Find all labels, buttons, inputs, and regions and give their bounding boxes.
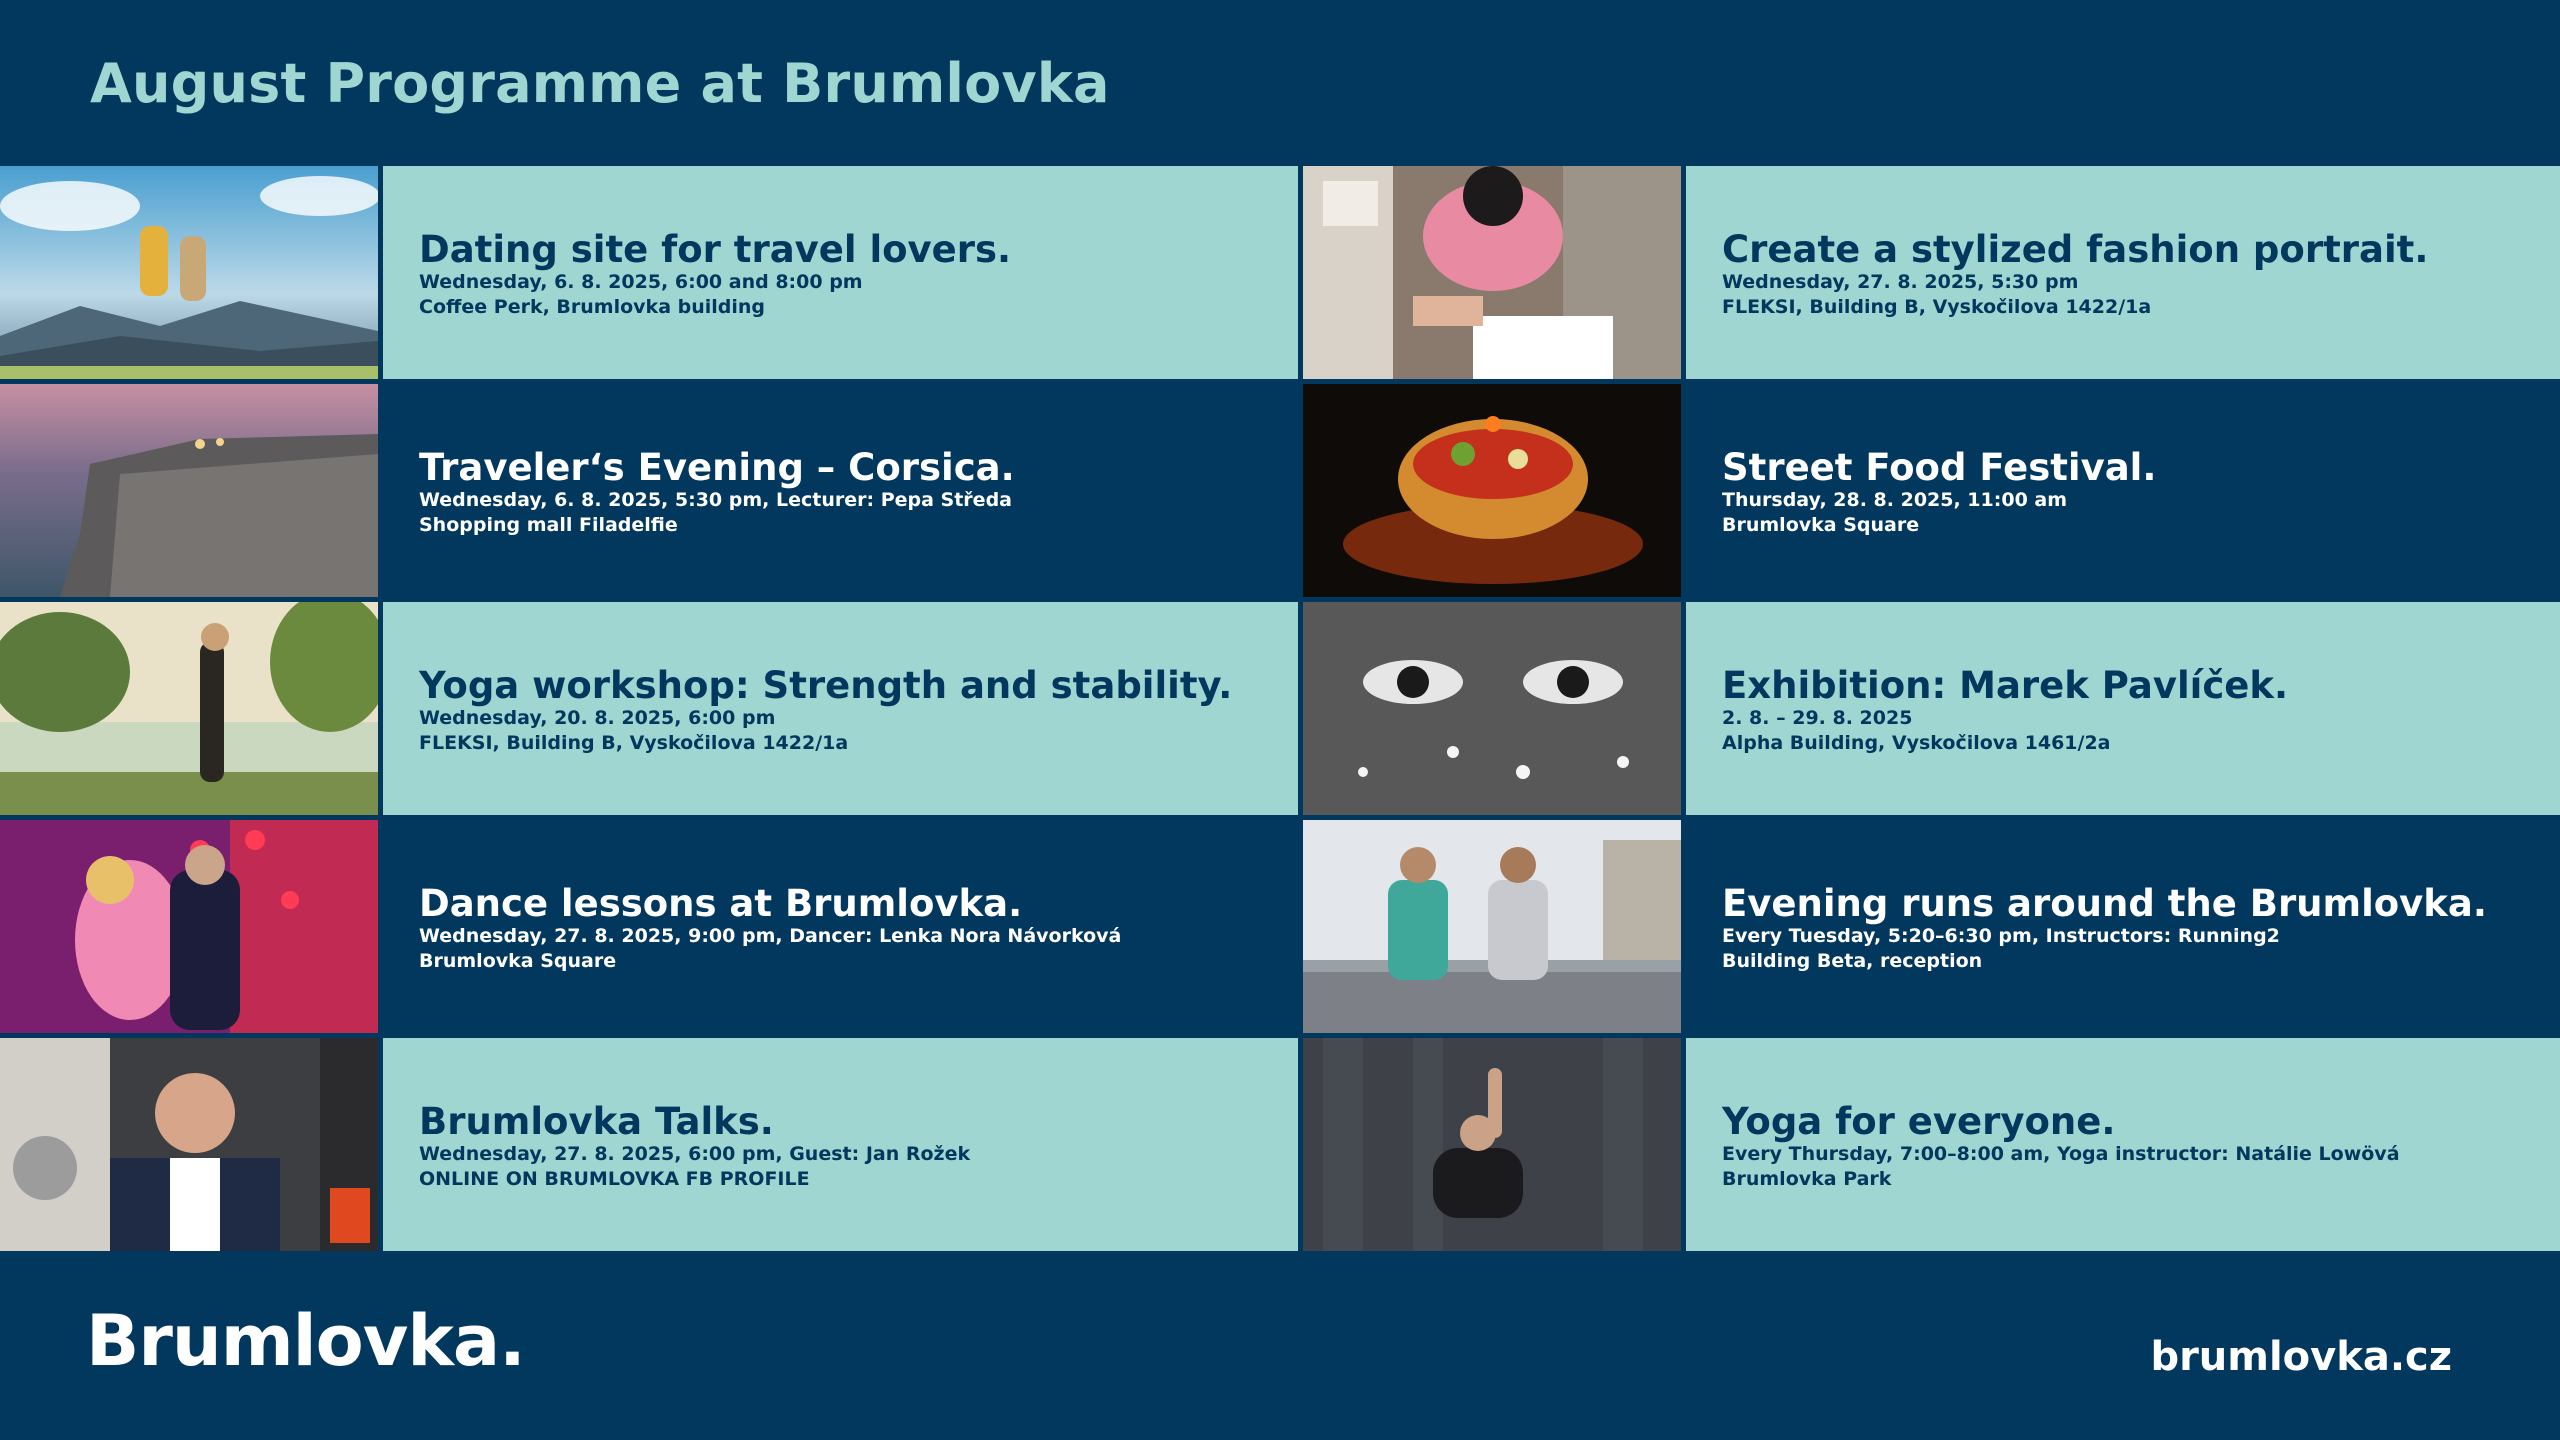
event-info xyxy=(383,602,1298,815)
event-location: FLEKSI, Building B, Vyskočilova 1422/1a xyxy=(1722,296,2152,318)
event-title: Exhibition: Marek Pavlíček. xyxy=(1722,664,2289,707)
event-date: Wednesday, 6. 8. 2025, 6:00 and 8:00 pm xyxy=(419,271,863,293)
event-title: Evening runs around the Brumlovka. xyxy=(1722,882,2487,925)
event-date: 2. 8. – 29. 8. 2025 xyxy=(1722,707,1913,729)
event-title: Yoga for everyone. xyxy=(1722,1100,2116,1143)
page-title: August Programme at Brumlovka xyxy=(90,52,1110,115)
event-info xyxy=(383,1038,1298,1251)
fashion-illustration-photo xyxy=(1303,166,1681,379)
event-location: Brumlovka Square xyxy=(419,950,617,972)
event-card-evening-runs[interactable] xyxy=(1303,820,2560,1033)
event-location: FLEKSI, Building B, Vyskočilova 1422/1a xyxy=(419,732,849,754)
event-info xyxy=(383,820,1298,1033)
event-info xyxy=(383,384,1298,597)
event-date: Wednesday, 27. 8. 2025, 5:30 pm xyxy=(1722,271,2079,293)
runners-photo xyxy=(1303,820,1681,1033)
event-card-dance[interactable] xyxy=(0,820,1298,1033)
event-location: Alpha Building, Vyskočilova 1461/2a xyxy=(1722,732,2111,754)
yoga-park-photo xyxy=(0,602,378,815)
event-card-yoga-workshop[interactable] xyxy=(0,602,1298,815)
event-date: Wednesday, 6. 8. 2025, 5:30 pm, Lecturer: Pepa Středa xyxy=(419,489,1012,511)
dance-couple-photo xyxy=(0,820,378,1033)
event-card-dating[interactable] xyxy=(0,166,1298,379)
event-date: Wednesday, 27. 8. 2025, 9:00 pm, Dancer: Lenka Nora Návorková xyxy=(419,925,1122,947)
event-location: Building Beta, reception xyxy=(1722,950,1983,972)
event-info xyxy=(1686,166,2560,379)
speaker-portrait-photo xyxy=(0,1038,378,1251)
event-date: Wednesday, 20. 8. 2025, 6:00 pm xyxy=(419,707,776,729)
website-link[interactable]: brumlovka.cz xyxy=(2150,1334,2452,1380)
event-title: Dating site for travel lovers. xyxy=(419,228,1012,271)
brumlovka-logo: Brumlovka. xyxy=(86,1300,525,1382)
event-title: Traveler‘s Evening – Corsica. xyxy=(419,446,1015,489)
taco-photo xyxy=(1303,384,1681,597)
event-title: Street Food Festival. xyxy=(1722,446,2157,489)
event-grid xyxy=(0,166,2560,1254)
event-location: Coffee Perk, Brumlovka building xyxy=(419,296,766,318)
corsica-cliffs-photo xyxy=(0,384,378,597)
event-title: Brumlovka Talks. xyxy=(419,1100,774,1143)
event-card-fashion-portrait[interactable] xyxy=(1303,166,2560,379)
event-info xyxy=(1686,384,2560,597)
event-info xyxy=(1686,602,2560,815)
event-title: Dance lessons at Brumlovka. xyxy=(419,882,1023,925)
event-title: Yoga workshop: Strength and stability. xyxy=(419,664,1233,707)
event-card-yoga-everyone[interactable] xyxy=(1303,1038,2560,1251)
event-info xyxy=(383,166,1298,379)
event-location: ONLINE ON BRUMLOVKA FB PROFILE xyxy=(419,1168,810,1190)
yoga-pose-photo xyxy=(1303,1038,1681,1251)
event-info xyxy=(1686,820,2560,1033)
event-card-corsica[interactable] xyxy=(0,384,1298,597)
event-card-street-food[interactable] xyxy=(1303,384,2560,597)
event-card-exhibition[interactable] xyxy=(1303,602,2560,815)
event-date: Wednesday, 27. 8. 2025, 6:00 pm, Guest: Jan Rožek xyxy=(419,1143,971,1165)
event-location: Brumlovka Square xyxy=(1722,514,1920,536)
event-date: Every Tuesday, 5:20–6:30 pm, Instructors: Running2 xyxy=(1722,925,2280,947)
event-date: Thursday, 28. 8. 2025, 11:00 am xyxy=(1722,489,2068,511)
event-card-talks[interactable] xyxy=(0,1038,1298,1251)
event-date: Every Thursday, 7:00–8:00 am, Yoga instructor: Natálie Lowövá xyxy=(1722,1143,2400,1165)
event-location: Shopping mall Filadelfie xyxy=(419,514,678,536)
travel-couple-mountain-photo xyxy=(0,166,378,379)
event-title: Create a stylized fashion portrait. xyxy=(1722,228,2429,271)
event-info xyxy=(1686,1038,2560,1251)
event-location: Brumlovka Park xyxy=(1722,1168,1892,1190)
artwork-eyes-photo xyxy=(1303,602,1681,815)
